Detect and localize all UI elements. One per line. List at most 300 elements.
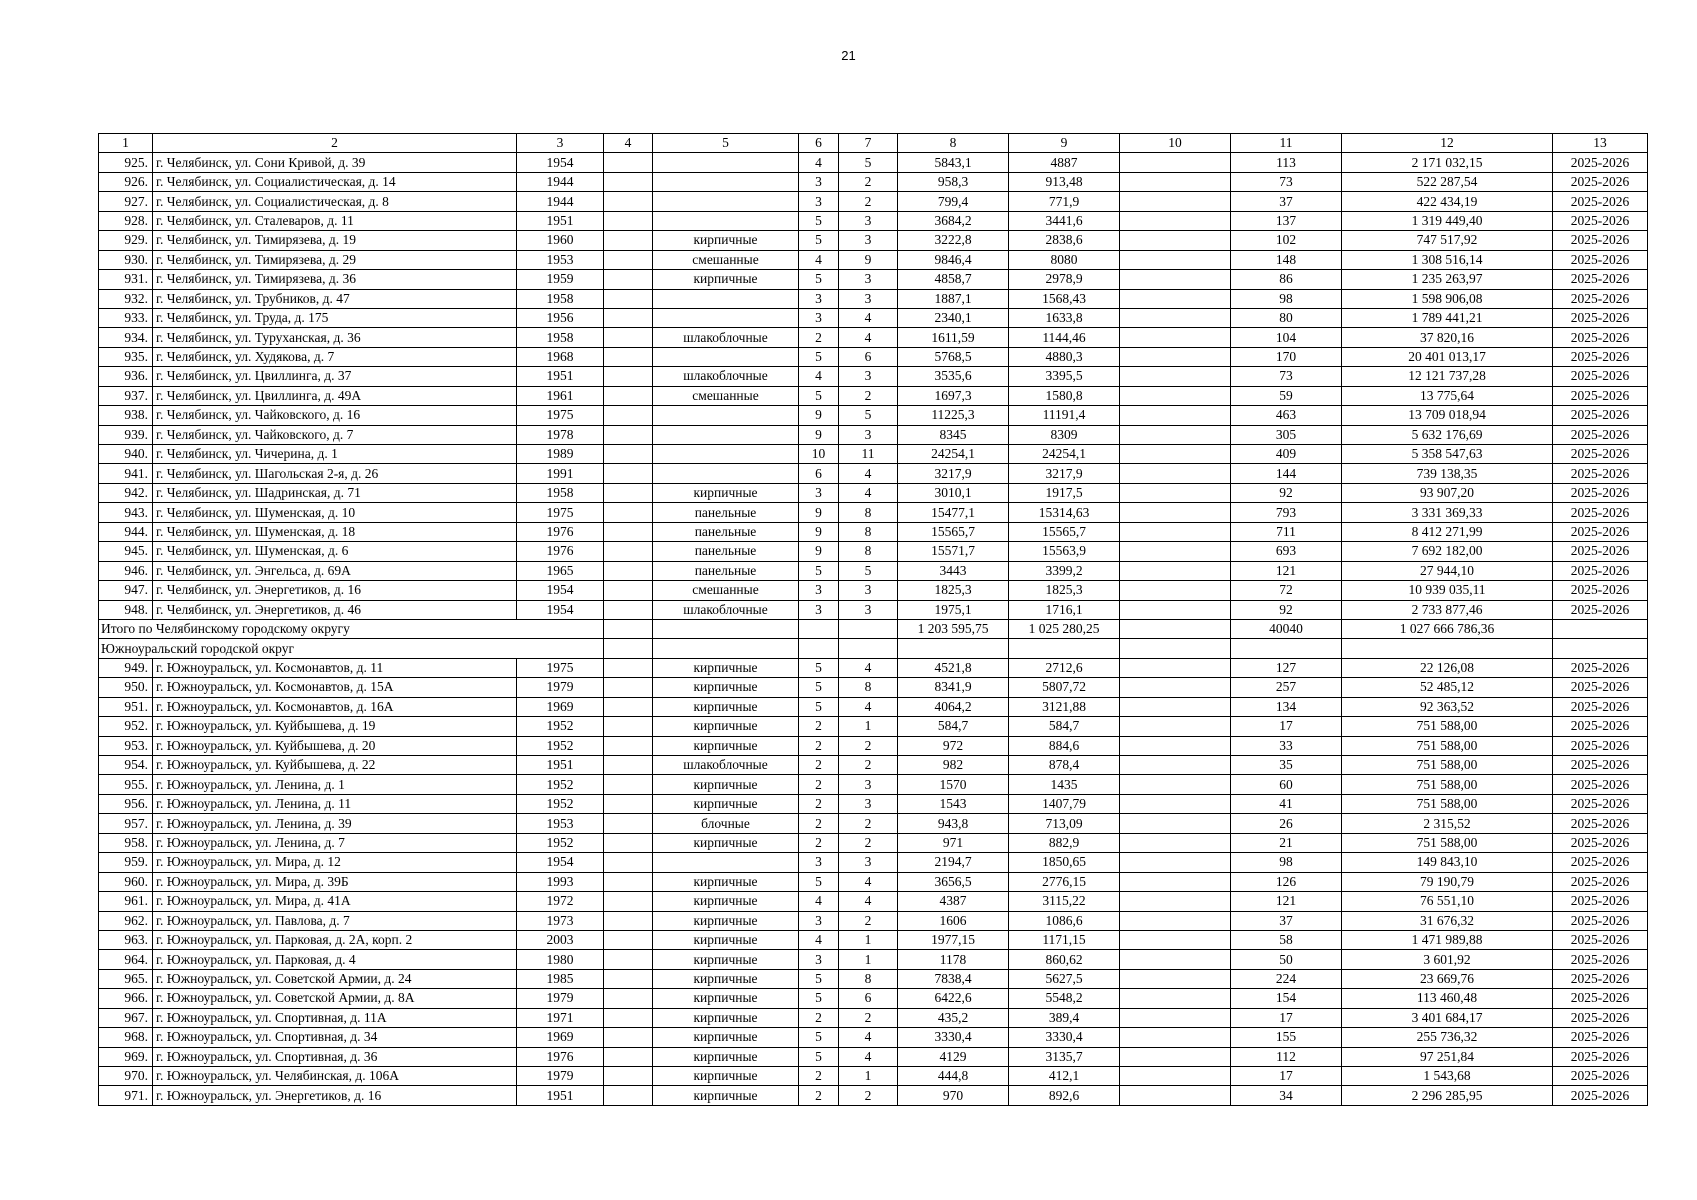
table-cell: 949. — [99, 658, 153, 677]
table-cell: 2194,7 — [898, 853, 1009, 872]
table-cell: г. Южноуральск, ул. Ленина, д. 11 — [153, 794, 517, 813]
table-cell: 21 — [1231, 833, 1342, 852]
table-cell — [1120, 717, 1231, 736]
table-row — [99, 367, 1648, 386]
table-cell: шлакоблочные — [653, 600, 799, 619]
table-cell: 2 — [839, 1086, 898, 1105]
table-cell: 2025-2026 — [1553, 464, 1648, 483]
table-cell: 1952 — [517, 794, 604, 813]
column-header: 3 — [517, 134, 604, 153]
table-cell: 17 — [1231, 1008, 1342, 1027]
table-cell: 149 843,10 — [1342, 853, 1553, 872]
table-cell: 1917,5 — [1009, 483, 1120, 502]
table-cell: 9846,4 — [898, 250, 1009, 269]
table-row — [99, 794, 1648, 813]
table-row — [99, 347, 1648, 366]
table-cell: 860,62 — [1009, 950, 1120, 969]
table-cell: кирпичные — [653, 697, 799, 716]
table-cell: 98 — [1231, 853, 1342, 872]
table-cell — [1120, 969, 1231, 988]
table-cell: 1086,6 — [1009, 911, 1120, 930]
table-cell: 3 — [799, 581, 839, 600]
table-cell — [1120, 1028, 1231, 1047]
table-cell: 3 — [799, 308, 839, 327]
table-row — [99, 503, 1648, 522]
table-cell — [604, 600, 653, 619]
table-cell: 3115,22 — [1009, 892, 1120, 911]
table-cell: 1969 — [517, 697, 604, 716]
table-cell — [604, 250, 653, 269]
table-cell: г. Челябинск, ул. Шуменская, д. 10 — [153, 503, 517, 522]
table-row — [99, 736, 1648, 755]
table-cell: 3 — [839, 367, 898, 386]
table-cell: г. Челябинск, ул. Энергетиков, д. 46 — [153, 600, 517, 619]
table-cell: 5 — [799, 872, 839, 891]
table-row — [99, 192, 1648, 211]
table-cell: 947. — [99, 581, 153, 600]
table-cell: г. Южноуральск, ул. Спортивная, д. 34 — [153, 1028, 517, 1047]
table-cell: 102 — [1231, 231, 1342, 250]
table-cell: 8309 — [1009, 425, 1120, 444]
column-header: 12 — [1342, 134, 1553, 153]
table-row — [99, 308, 1648, 327]
table-row — [99, 969, 1648, 988]
column-header: 9 — [1009, 134, 1120, 153]
table-cell: г. Челябинск, ул. Чайковского, д. 16 — [153, 406, 517, 425]
table-cell: 2025-2026 — [1553, 892, 1648, 911]
table-cell: 1975 — [517, 406, 604, 425]
table-cell: 8341,9 — [898, 678, 1009, 697]
table-cell: 1952 — [517, 775, 604, 794]
table-cell — [604, 814, 653, 833]
table-cell: 1985 — [517, 969, 604, 988]
table-cell: 11 — [839, 445, 898, 464]
table-cell: 1951 — [517, 756, 604, 775]
table-cell: 3 — [839, 794, 898, 813]
table-cell: 2025-2026 — [1553, 289, 1648, 308]
table-cell: 35 — [1231, 756, 1342, 775]
table-cell: 965. — [99, 969, 153, 988]
table-cell: блочные — [653, 814, 799, 833]
table-cell — [1120, 794, 1231, 813]
table-cell: 943. — [99, 503, 153, 522]
table-cell: 1 — [839, 717, 898, 736]
table-cell: кирпичные — [653, 1028, 799, 1047]
table-cell — [604, 192, 653, 211]
table-cell — [604, 736, 653, 755]
table-cell: г. Челябинск, ул. Худякова, д. 7 — [153, 347, 517, 366]
table-cell: 3443 — [898, 561, 1009, 580]
table-cell: 1979 — [517, 1067, 604, 1086]
table-cell — [604, 1008, 653, 1027]
table-cell — [1120, 892, 1231, 911]
table-cell: 8 412 271,99 — [1342, 522, 1553, 541]
table-cell: 2025-2026 — [1553, 775, 1648, 794]
table-row — [99, 892, 1648, 911]
table-cell: 8 — [839, 678, 898, 697]
total-col9: 1 025 280,25 — [1009, 619, 1120, 638]
table-cell: 2025-2026 — [1553, 1067, 1648, 1086]
table-cell — [653, 464, 799, 483]
table-cell: 5 — [799, 697, 839, 716]
table-cell — [1120, 464, 1231, 483]
table-cell: 4 — [839, 1028, 898, 1047]
table-cell: 11225,3 — [898, 406, 1009, 425]
table-cell — [604, 678, 653, 697]
table-cell — [1120, 483, 1231, 502]
table-cell: 950. — [99, 678, 153, 697]
table-cell: 2 — [839, 192, 898, 211]
table-row — [99, 542, 1648, 561]
table-cell: 584,7 — [898, 717, 1009, 736]
table-cell: 6422,6 — [898, 989, 1009, 1008]
table-cell: 927. — [99, 192, 153, 211]
table-cell: 2025-2026 — [1553, 1008, 1648, 1027]
table-cell: 52 485,12 — [1342, 678, 1553, 697]
table-cell: 155 — [1231, 1028, 1342, 1047]
table-cell: 2025-2026 — [1553, 211, 1648, 230]
table-cell: 934. — [99, 328, 153, 347]
table-cell — [1120, 250, 1231, 269]
table-cell: 2025-2026 — [1553, 153, 1648, 172]
table-cell: 5 — [799, 1047, 839, 1066]
table-cell — [1120, 581, 1231, 600]
table-cell: 3330,4 — [1009, 1028, 1120, 1047]
table-cell: 1407,79 — [1009, 794, 1120, 813]
column-header: 7 — [839, 134, 898, 153]
table-cell: 946. — [99, 561, 153, 580]
table-cell — [1120, 1086, 1231, 1105]
table-cell: 5 — [799, 1028, 839, 1047]
table-cell: 713,09 — [1009, 814, 1120, 833]
table-cell: 121 — [1231, 892, 1342, 911]
table-cell — [1120, 600, 1231, 619]
table-cell: 15565,7 — [898, 522, 1009, 541]
table-cell — [653, 406, 799, 425]
table-cell: смешанные — [653, 581, 799, 600]
total-col11: 40040 — [1231, 619, 1342, 638]
table-cell: 3222,8 — [898, 231, 1009, 250]
table-cell: кирпичные — [653, 1047, 799, 1066]
table-cell — [604, 717, 653, 736]
table-cell: 3684,2 — [898, 211, 1009, 230]
table-cell: кирпичные — [653, 930, 799, 949]
table-cell: г. Челябинск, ул. Цвиллинга, д. 49А — [153, 386, 517, 405]
table-cell: 4521,8 — [898, 658, 1009, 677]
table-cell: 4 — [839, 892, 898, 911]
table-cell: 3 — [799, 911, 839, 930]
table-cell: 4 — [799, 153, 839, 172]
table-cell: г. Южноуральск, ул. Спортивная, д. 11А — [153, 1008, 517, 1027]
table-cell: 1952 — [517, 736, 604, 755]
table-cell: 2 — [799, 717, 839, 736]
table-cell: 944. — [99, 522, 153, 541]
table-cell: панельные — [653, 561, 799, 580]
table-cell: 936. — [99, 367, 153, 386]
table-cell: кирпичные — [653, 833, 799, 852]
table-cell: г. Челябинск, ул. Трубников, д. 47 — [153, 289, 517, 308]
table-cell: 126 — [1231, 872, 1342, 891]
table-cell: 5 — [799, 678, 839, 697]
table-cell — [604, 328, 653, 347]
table-cell: 41 — [1231, 794, 1342, 813]
table-cell: 2 — [799, 814, 839, 833]
table-cell: 1954 — [517, 853, 604, 872]
table-cell: 1972 — [517, 892, 604, 911]
table-cell: 2025-2026 — [1553, 1047, 1648, 1066]
table-cell: 12 121 737,28 — [1342, 367, 1553, 386]
table-row — [99, 581, 1648, 600]
table-cell: 2 — [799, 1008, 839, 1027]
table-cell: г. Челябинск, ул. Энгельса, д. 69А — [153, 561, 517, 580]
table-cell: 970. — [99, 1067, 153, 1086]
table-cell: 3 — [839, 270, 898, 289]
table-cell: 8 — [839, 522, 898, 541]
table-row — [99, 250, 1648, 269]
table-cell: 2 — [799, 756, 839, 775]
table-cell: 940. — [99, 445, 153, 464]
table-cell: 2 — [799, 1067, 839, 1086]
table-cell: 5 — [799, 211, 839, 230]
table-cell: 2003 — [517, 930, 604, 949]
table-cell: 3 — [839, 425, 898, 444]
table-cell: 170 — [1231, 347, 1342, 366]
table-cell: 2025-2026 — [1553, 989, 1648, 1008]
table-cell: 444,8 — [898, 1067, 1009, 1086]
table-cell: 751 588,00 — [1342, 794, 1553, 813]
table-cell: 37 — [1231, 911, 1342, 930]
table-cell: 4 — [839, 872, 898, 891]
table-row — [99, 561, 1648, 580]
table-cell: 2025-2026 — [1553, 930, 1648, 949]
table-cell: 2025-2026 — [1553, 231, 1648, 250]
table-cell — [604, 172, 653, 191]
table-cell: 23 669,76 — [1342, 969, 1553, 988]
table-cell: 9 — [799, 406, 839, 425]
table-cell: 2 — [799, 833, 839, 852]
table-cell: 931. — [99, 270, 153, 289]
table-cell: 1989 — [517, 445, 604, 464]
table-cell: 3535,6 — [898, 367, 1009, 386]
table-row — [99, 172, 1648, 191]
table-cell: 2 — [839, 172, 898, 191]
table-row — [99, 289, 1648, 308]
table-cell: 4 — [839, 1047, 898, 1066]
table-cell: 5 — [839, 406, 898, 425]
table-row — [99, 425, 1648, 444]
table-cell — [653, 445, 799, 464]
table-cell: 2025-2026 — [1553, 853, 1648, 872]
table-cell: 9 — [799, 542, 839, 561]
table-cell: 2 — [799, 736, 839, 755]
table-cell: 1958 — [517, 289, 604, 308]
table-cell: 463 — [1231, 406, 1342, 425]
table-cell — [604, 211, 653, 230]
table-cell: 24254,1 — [1009, 445, 1120, 464]
table-cell: 2838,6 — [1009, 231, 1120, 250]
table-cell: 584,7 — [1009, 717, 1120, 736]
table-cell: г. Южноуральск, ул. Космонавтов, д. 16А — [153, 697, 517, 716]
table-cell: 3 — [799, 853, 839, 872]
table-cell: 3 — [839, 231, 898, 250]
table-cell — [1120, 192, 1231, 211]
table-cell: г. Южноуральск, ул. Челябинская, д. 106А — [153, 1067, 517, 1086]
table-cell — [653, 308, 799, 327]
table-cell: 5548,2 — [1009, 989, 1120, 1008]
table-cell: 4858,7 — [898, 270, 1009, 289]
table-cell: 937. — [99, 386, 153, 405]
table-cell: 15477,1 — [898, 503, 1009, 522]
table-cell: 751 588,00 — [1342, 775, 1553, 794]
table-cell: 2025-2026 — [1553, 950, 1648, 969]
table-cell: 31 676,32 — [1342, 911, 1553, 930]
table-cell: 4880,3 — [1009, 347, 1120, 366]
table-cell: 2025-2026 — [1553, 581, 1648, 600]
table-cell: 5 — [799, 231, 839, 250]
table-cell: 1144,46 — [1009, 328, 1120, 347]
table-cell — [1120, 425, 1231, 444]
table-cell: 422 434,19 — [1342, 192, 1553, 211]
section-header-row — [99, 639, 1648, 658]
total-label: Итого по Челябинскому городскому округу — [99, 619, 604, 638]
table-cell: 144 — [1231, 464, 1342, 483]
table-cell: 58 — [1231, 930, 1342, 949]
table-cell: 1 235 263,97 — [1342, 270, 1553, 289]
table-row — [99, 1028, 1648, 1047]
table-cell: 2025-2026 — [1553, 328, 1648, 347]
table-cell: 76 551,10 — [1342, 892, 1553, 911]
table-cell: 958,3 — [898, 172, 1009, 191]
table-cell: 1980 — [517, 950, 604, 969]
table-cell: 884,6 — [1009, 736, 1120, 755]
table-cell — [604, 1067, 653, 1086]
table-cell: 1633,8 — [1009, 308, 1120, 327]
table-cell: 1976 — [517, 1047, 604, 1066]
table-cell: 412,1 — [1009, 1067, 1120, 1086]
table-cell: 1944 — [517, 172, 604, 191]
table-cell: 4 — [839, 328, 898, 347]
table-cell: 1 598 906,08 — [1342, 289, 1553, 308]
table-cell: 8 — [839, 542, 898, 561]
table-cell: 961. — [99, 892, 153, 911]
table-cell: 3656,5 — [898, 872, 1009, 891]
table-cell: кирпичные — [653, 270, 799, 289]
table-cell: шлакоблочные — [653, 756, 799, 775]
table-cell: 15565,7 — [1009, 522, 1120, 541]
table-cell: 2025-2026 — [1553, 736, 1648, 755]
table-cell: 939. — [99, 425, 153, 444]
table-cell: 3 — [799, 172, 839, 191]
table-cell: 963. — [99, 930, 153, 949]
table-cell: 3399,2 — [1009, 561, 1120, 580]
table-cell — [604, 153, 653, 172]
table-cell — [1120, 775, 1231, 794]
table-cell: 1965 — [517, 561, 604, 580]
table-cell: г. Южноуральск, ул. Парковая, д. 4 — [153, 950, 517, 969]
table-cell: 751 588,00 — [1342, 833, 1553, 852]
table-cell: 1953 — [517, 814, 604, 833]
table-cell: 3 — [839, 581, 898, 600]
table-cell: 5 — [839, 153, 898, 172]
table-cell: кирпичные — [653, 989, 799, 1008]
table-cell: 1952 — [517, 717, 604, 736]
table-cell: 2 296 285,95 — [1342, 1086, 1553, 1105]
table-row — [99, 483, 1648, 502]
table-cell: г. Челябинск, ул. Сталеваров, д. 11 — [153, 211, 517, 230]
table-cell: 8080 — [1009, 250, 1120, 269]
table-cell: кирпичные — [653, 892, 799, 911]
table-cell: 967. — [99, 1008, 153, 1027]
table-cell: 2 — [839, 756, 898, 775]
table-cell: г. Челябинск, ул. Шуменская, д. 6 — [153, 542, 517, 561]
table-cell: кирпичные — [653, 231, 799, 250]
table-cell: г. Южноуральск, ул. Советской Армии, д. 24 — [153, 969, 517, 988]
table-cell: 1993 — [517, 872, 604, 891]
table-cell: 3135,7 — [1009, 1047, 1120, 1066]
table-cell: 945. — [99, 542, 153, 561]
table-cell: 3 — [799, 483, 839, 502]
table-cell — [1120, 911, 1231, 930]
table-cell — [604, 308, 653, 327]
table-cell: 4 — [839, 308, 898, 327]
table-cell: 938. — [99, 406, 153, 425]
table-cell: 73 — [1231, 172, 1342, 191]
table-cell: 5 — [799, 347, 839, 366]
table-cell: г. Южноуральск, ул. Ленина, д. 1 — [153, 775, 517, 794]
table-cell — [1120, 445, 1231, 464]
table-cell: 17 — [1231, 1067, 1342, 1086]
table-cell: 1954 — [517, 600, 604, 619]
table-cell: 2 — [839, 814, 898, 833]
table-cell: 948. — [99, 600, 153, 619]
table-row — [99, 853, 1648, 872]
table-row — [99, 211, 1648, 230]
column-header: 2 — [153, 134, 517, 153]
summary-section — [99, 619, 1648, 658]
table-cell: 3 — [839, 600, 898, 619]
table-cell — [1120, 658, 1231, 677]
table-cell: 962. — [99, 911, 153, 930]
table-cell: 739 138,35 — [1342, 464, 1553, 483]
table-cell: 113 460,48 — [1342, 989, 1553, 1008]
table-cell: 1 — [839, 930, 898, 949]
table-cell: 1978 — [517, 425, 604, 444]
table-cell: г. Челябинск, ул. Шуменская, д. 18 — [153, 522, 517, 541]
table-cell: 1887,1 — [898, 289, 1009, 308]
table-cell: 1958 — [517, 328, 604, 347]
table-cell — [604, 911, 653, 930]
table-cell: 2025-2026 — [1553, 872, 1648, 891]
table-cell: 24254,1 — [898, 445, 1009, 464]
table-cell — [604, 270, 653, 289]
table-cell: 92 — [1231, 483, 1342, 502]
table-cell — [1120, 950, 1231, 969]
table-cell: 33 — [1231, 736, 1342, 755]
table-cell: 1 471 989,88 — [1342, 930, 1553, 949]
table-cell: 4129 — [898, 1047, 1009, 1066]
table-cell — [653, 347, 799, 366]
column-header: 6 — [799, 134, 839, 153]
table-cell: 1 — [839, 1067, 898, 1086]
table-cell: 80 — [1231, 308, 1342, 327]
table-cell: 2025-2026 — [1553, 367, 1648, 386]
table-cell: 2025-2026 — [1553, 172, 1648, 191]
table-cell: 3 — [839, 211, 898, 230]
table-cell: 2025-2026 — [1553, 347, 1648, 366]
table-cell: 255 736,32 — [1342, 1028, 1553, 1047]
table-cell: 2025-2026 — [1553, 445, 1648, 464]
table-cell: 1 543,68 — [1342, 1067, 1553, 1086]
